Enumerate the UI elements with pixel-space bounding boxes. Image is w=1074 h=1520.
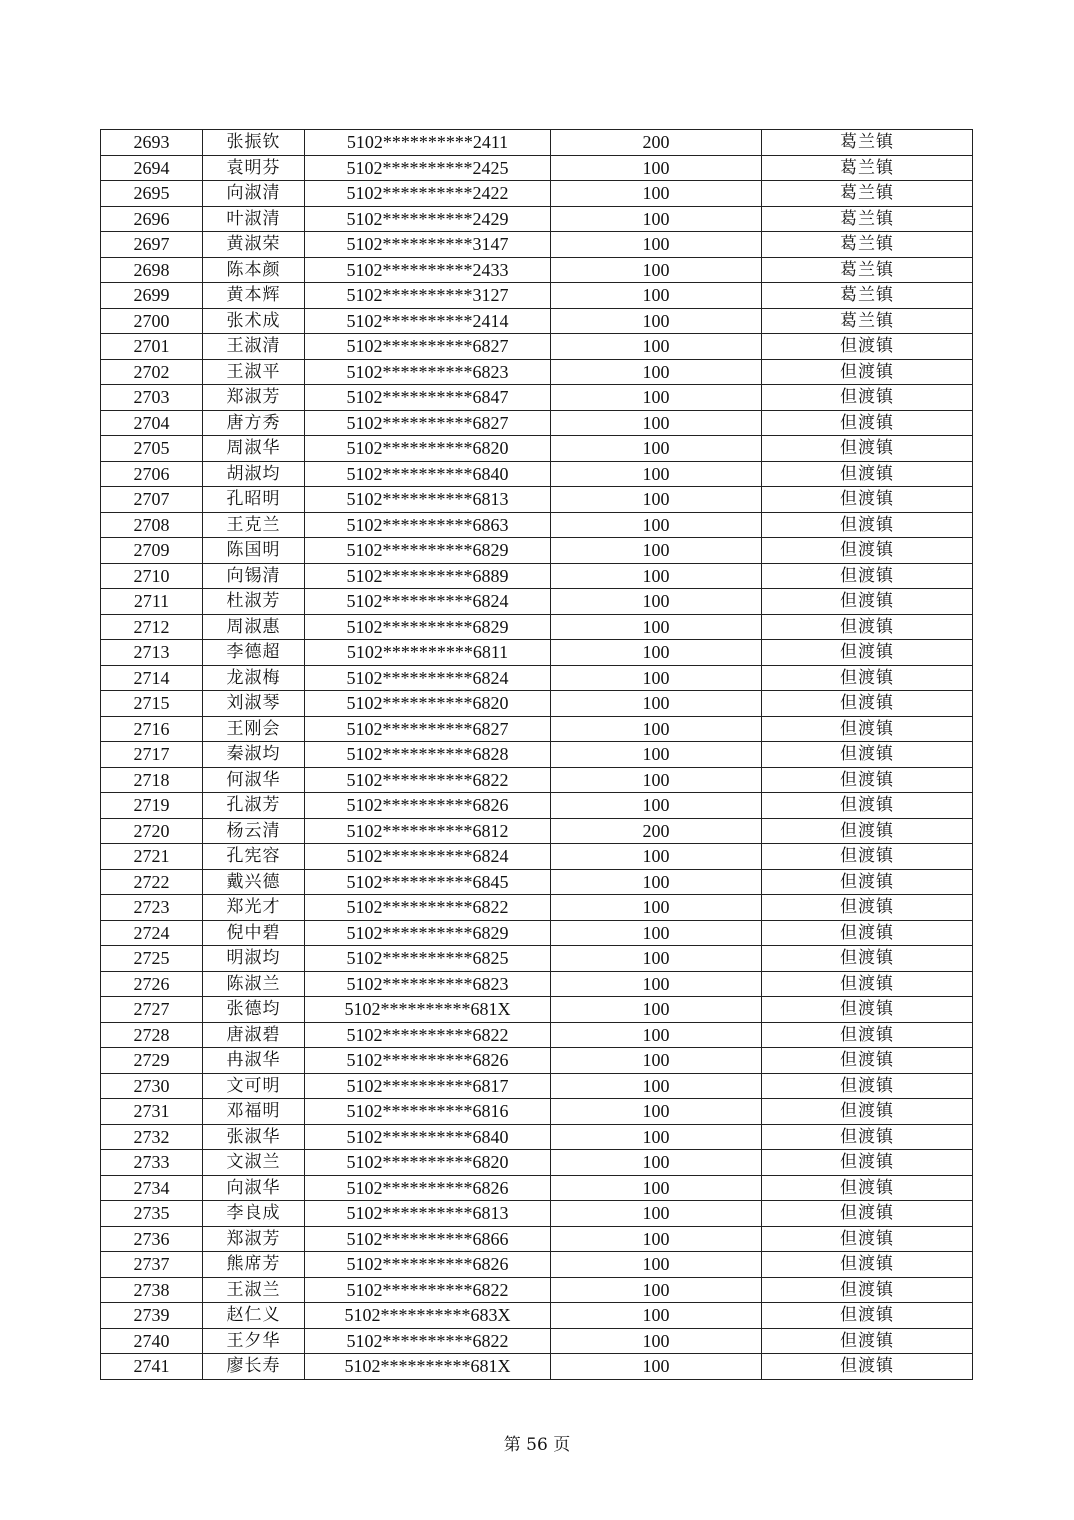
id-number-cell: 5102**********2425	[305, 155, 551, 181]
table-row	[101, 997, 973, 1023]
amount-cell: 100	[551, 869, 762, 895]
town-cell: 但渡镇	[762, 385, 973, 411]
sequence-number-cell: 2704	[101, 410, 203, 436]
amount-cell: 100	[551, 1303, 762, 1329]
record-table-body	[101, 130, 973, 1380]
name-cell: 唐方秀	[203, 410, 305, 436]
town-cell: 但渡镇	[762, 512, 973, 538]
sequence-number-cell: 2702	[101, 359, 203, 385]
town-cell: 葛兰镇	[762, 130, 973, 156]
amount-cell: 100	[551, 1022, 762, 1048]
table-row	[101, 1099, 973, 1125]
town-cell: 但渡镇	[762, 793, 973, 819]
amount-cell: 100	[551, 997, 762, 1023]
name-cell: 王淑清	[203, 334, 305, 360]
sequence-number-cell: 2729	[101, 1048, 203, 1074]
amount-cell: 100	[551, 1252, 762, 1278]
id-number-cell: 5102**********6817	[305, 1073, 551, 1099]
amount-cell: 200	[551, 818, 762, 844]
name-cell: 龙淑梅	[203, 665, 305, 691]
amount-cell: 100	[551, 742, 762, 768]
name-cell: 郑淑芳	[203, 1226, 305, 1252]
town-cell: 但渡镇	[762, 742, 973, 768]
amount-cell: 200	[551, 130, 762, 156]
table-row	[101, 308, 973, 334]
name-cell: 李良成	[203, 1201, 305, 1227]
table-row	[101, 538, 973, 564]
table-row	[101, 436, 973, 462]
sequence-number-cell: 2698	[101, 257, 203, 283]
sequence-number-cell: 2715	[101, 691, 203, 717]
id-number-cell: 5102**********683X	[305, 1303, 551, 1329]
amount-cell: 100	[551, 1124, 762, 1150]
sequence-number-cell: 2693	[101, 130, 203, 156]
name-cell: 张术成	[203, 308, 305, 334]
town-cell: 但渡镇	[762, 1277, 973, 1303]
amount-cell: 100	[551, 1048, 762, 1074]
town-cell: 但渡镇	[762, 767, 973, 793]
amount-cell: 100	[551, 640, 762, 666]
town-cell: 但渡镇	[762, 946, 973, 972]
name-cell: 熊席芳	[203, 1252, 305, 1278]
name-cell: 孔昭明	[203, 487, 305, 513]
amount-cell: 100	[551, 155, 762, 181]
amount-cell: 100	[551, 589, 762, 615]
sequence-number-cell: 2731	[101, 1099, 203, 1125]
table-row	[101, 589, 973, 615]
sequence-number-cell: 2728	[101, 1022, 203, 1048]
amount-cell: 100	[551, 1073, 762, 1099]
sequence-number-cell: 2735	[101, 1201, 203, 1227]
amount-cell: 100	[551, 487, 762, 513]
town-cell: 葛兰镇	[762, 155, 973, 181]
table-row	[101, 1048, 973, 1074]
sequence-number-cell: 2724	[101, 920, 203, 946]
table-row	[101, 334, 973, 360]
name-cell: 赵仁义	[203, 1303, 305, 1329]
amount-cell: 100	[551, 538, 762, 564]
table-row	[101, 130, 973, 156]
name-cell: 叶淑清	[203, 206, 305, 232]
amount-cell: 100	[551, 436, 762, 462]
sequence-number-cell: 2740	[101, 1328, 203, 1354]
page-number: 第 56 页	[503, 1435, 571, 1455]
record-table-container	[100, 129, 972, 1380]
amount-cell: 100	[551, 232, 762, 258]
sequence-number-cell: 2711	[101, 589, 203, 615]
table-row	[101, 920, 973, 946]
name-cell: 胡淑均	[203, 461, 305, 487]
name-cell: 向淑清	[203, 181, 305, 207]
table-row	[101, 1277, 973, 1303]
table-row	[101, 1252, 973, 1278]
table-row	[101, 1022, 973, 1048]
amount-cell: 100	[551, 1175, 762, 1201]
sequence-number-cell: 2741	[101, 1354, 203, 1380]
amount-cell: 100	[551, 895, 762, 921]
town-cell: 但渡镇	[762, 1150, 973, 1176]
sequence-number-cell: 2719	[101, 793, 203, 819]
name-cell: 刘淑琴	[203, 691, 305, 717]
id-number-cell: 5102**********6829	[305, 920, 551, 946]
id-number-cell: 5102**********6825	[305, 946, 551, 972]
table-row	[101, 512, 973, 538]
town-cell: 葛兰镇	[762, 257, 973, 283]
amount-cell: 100	[551, 359, 762, 385]
amount-cell: 100	[551, 1201, 762, 1227]
name-cell: 杨云清	[203, 818, 305, 844]
name-cell: 向锡清	[203, 563, 305, 589]
name-cell: 张德均	[203, 997, 305, 1023]
town-cell: 但渡镇	[762, 895, 973, 921]
sequence-number-cell: 2717	[101, 742, 203, 768]
table-row	[101, 844, 973, 870]
name-cell: 王淑兰	[203, 1277, 305, 1303]
name-cell: 文淑兰	[203, 1150, 305, 1176]
table-row	[101, 1124, 973, 1150]
name-cell: 倪中碧	[203, 920, 305, 946]
town-cell: 但渡镇	[762, 665, 973, 691]
id-number-cell: 5102**********6889	[305, 563, 551, 589]
amount-cell: 100	[551, 946, 762, 972]
id-number-cell: 5102**********2422	[305, 181, 551, 207]
amount-cell: 100	[551, 257, 762, 283]
table-row	[101, 410, 973, 436]
name-cell: 孔宪容	[203, 844, 305, 870]
name-cell: 郑光才	[203, 895, 305, 921]
sequence-number-cell: 2695	[101, 181, 203, 207]
sequence-number-cell: 2694	[101, 155, 203, 181]
sequence-number-cell: 2718	[101, 767, 203, 793]
sequence-number-cell: 2700	[101, 308, 203, 334]
sequence-number-cell: 2725	[101, 946, 203, 972]
id-number-cell: 5102**********2429	[305, 206, 551, 232]
sequence-number-cell: 2738	[101, 1277, 203, 1303]
id-number-cell: 5102**********6863	[305, 512, 551, 538]
id-number-cell: 5102**********681X	[305, 1354, 551, 1380]
sequence-number-cell: 2705	[101, 436, 203, 462]
amount-cell: 100	[551, 1099, 762, 1125]
table-row	[101, 869, 973, 895]
amount-cell: 100	[551, 181, 762, 207]
id-number-cell: 5102**********6840	[305, 461, 551, 487]
town-cell: 但渡镇	[762, 1022, 973, 1048]
table-row	[101, 1175, 973, 1201]
name-cell: 唐淑碧	[203, 1022, 305, 1048]
name-cell: 陈国明	[203, 538, 305, 564]
amount-cell: 100	[551, 512, 762, 538]
name-cell: 陈本颜	[203, 257, 305, 283]
table-row	[101, 385, 973, 411]
amount-cell: 100	[551, 971, 762, 997]
id-number-cell: 5102**********6820	[305, 436, 551, 462]
amount-cell: 100	[551, 334, 762, 360]
id-number-cell: 5102**********6826	[305, 793, 551, 819]
id-number-cell: 5102**********6820	[305, 1150, 551, 1176]
sequence-number-cell: 2730	[101, 1073, 203, 1099]
id-number-cell: 5102**********2411	[305, 130, 551, 156]
name-cell: 王夕华	[203, 1328, 305, 1354]
sequence-number-cell: 2701	[101, 334, 203, 360]
name-cell: 黄本辉	[203, 283, 305, 309]
sequence-number-cell: 2714	[101, 665, 203, 691]
name-cell: 周淑华	[203, 436, 305, 462]
name-cell: 孔淑芳	[203, 793, 305, 819]
amount-cell: 100	[551, 1277, 762, 1303]
id-number-cell: 5102**********6845	[305, 869, 551, 895]
town-cell: 但渡镇	[762, 818, 973, 844]
town-cell: 但渡镇	[762, 716, 973, 742]
table-row	[101, 793, 973, 819]
town-cell: 但渡镇	[762, 359, 973, 385]
table-row	[101, 155, 973, 181]
sequence-number-cell: 2727	[101, 997, 203, 1023]
id-number-cell: 5102**********6812	[305, 818, 551, 844]
id-number-cell: 5102**********3147	[305, 232, 551, 258]
id-number-cell: 5102**********6829	[305, 538, 551, 564]
town-cell: 但渡镇	[762, 410, 973, 436]
table-row	[101, 818, 973, 844]
town-cell: 但渡镇	[762, 563, 973, 589]
sequence-number-cell: 2723	[101, 895, 203, 921]
table-row	[101, 767, 973, 793]
name-cell: 袁明芬	[203, 155, 305, 181]
id-number-cell: 5102**********6840	[305, 1124, 551, 1150]
town-cell: 但渡镇	[762, 1252, 973, 1278]
amount-cell: 100	[551, 691, 762, 717]
amount-cell: 100	[551, 563, 762, 589]
table-row	[101, 691, 973, 717]
id-number-cell: 5102**********6828	[305, 742, 551, 768]
amount-cell: 100	[551, 1328, 762, 1354]
id-number-cell: 5102**********6826	[305, 1252, 551, 1278]
table-row	[101, 257, 973, 283]
table-row	[101, 665, 973, 691]
sequence-number-cell: 2699	[101, 283, 203, 309]
id-number-cell: 5102**********6824	[305, 665, 551, 691]
table-row	[101, 206, 973, 232]
table-row	[101, 614, 973, 640]
amount-cell: 100	[551, 767, 762, 793]
id-number-cell: 5102**********2414	[305, 308, 551, 334]
name-cell: 陈淑兰	[203, 971, 305, 997]
town-cell: 但渡镇	[762, 1175, 973, 1201]
town-cell: 葛兰镇	[762, 308, 973, 334]
name-cell: 王刚会	[203, 716, 305, 742]
town-cell: 但渡镇	[762, 614, 973, 640]
name-cell: 张振钦	[203, 130, 305, 156]
name-cell: 黄淑荣	[203, 232, 305, 258]
town-cell: 但渡镇	[762, 1099, 973, 1125]
table-row	[101, 895, 973, 921]
amount-cell: 100	[551, 1226, 762, 1252]
town-cell: 葛兰镇	[762, 283, 973, 309]
id-number-cell: 5102**********6822	[305, 1277, 551, 1303]
town-cell: 但渡镇	[762, 997, 973, 1023]
name-cell: 秦淑均	[203, 742, 305, 768]
sequence-number-cell: 2721	[101, 844, 203, 870]
name-cell: 周淑惠	[203, 614, 305, 640]
amount-cell: 100	[551, 410, 762, 436]
name-cell: 明淑均	[203, 946, 305, 972]
id-number-cell: 5102**********6820	[305, 691, 551, 717]
id-number-cell: 5102**********6813	[305, 1201, 551, 1227]
table-row	[101, 359, 973, 385]
id-number-cell: 5102**********6822	[305, 895, 551, 921]
name-cell: 王克兰	[203, 512, 305, 538]
id-number-cell: 5102**********6822	[305, 1328, 551, 1354]
table-row	[101, 283, 973, 309]
id-number-cell: 5102**********6823	[305, 359, 551, 385]
sequence-number-cell: 2706	[101, 461, 203, 487]
sequence-number-cell: 2713	[101, 640, 203, 666]
table-row	[101, 1150, 973, 1176]
town-cell: 葛兰镇	[762, 232, 973, 258]
table-row	[101, 461, 973, 487]
town-cell: 但渡镇	[762, 1226, 973, 1252]
town-cell: 但渡镇	[762, 971, 973, 997]
amount-cell: 100	[551, 308, 762, 334]
table-row	[101, 1354, 973, 1380]
town-cell: 葛兰镇	[762, 181, 973, 207]
sequence-number-cell: 2734	[101, 1175, 203, 1201]
table-row	[101, 946, 973, 972]
id-number-cell: 5102**********6826	[305, 1175, 551, 1201]
id-number-cell: 5102**********6823	[305, 971, 551, 997]
sequence-number-cell: 2733	[101, 1150, 203, 1176]
table-row	[101, 1328, 973, 1354]
id-number-cell: 5102**********6827	[305, 410, 551, 436]
id-number-cell: 5102**********2433	[305, 257, 551, 283]
name-cell: 郑淑芳	[203, 385, 305, 411]
id-number-cell: 5102**********6866	[305, 1226, 551, 1252]
amount-cell: 100	[551, 385, 762, 411]
sequence-number-cell: 2709	[101, 538, 203, 564]
town-cell: 但渡镇	[762, 1354, 973, 1380]
sequence-number-cell: 2737	[101, 1252, 203, 1278]
amount-cell: 100	[551, 1150, 762, 1176]
name-cell: 杜淑芳	[203, 589, 305, 615]
sequence-number-cell: 2697	[101, 232, 203, 258]
sequence-number-cell: 2703	[101, 385, 203, 411]
table-row	[101, 1303, 973, 1329]
town-cell: 但渡镇	[762, 538, 973, 564]
name-cell: 廖长寿	[203, 1354, 305, 1380]
name-cell: 邓福明	[203, 1099, 305, 1125]
table-row	[101, 1073, 973, 1099]
sequence-number-cell: 2707	[101, 487, 203, 513]
id-number-cell: 5102**********6826	[305, 1048, 551, 1074]
id-number-cell: 5102**********681X	[305, 997, 551, 1023]
sequence-number-cell: 2712	[101, 614, 203, 640]
name-cell: 何淑华	[203, 767, 305, 793]
town-cell: 但渡镇	[762, 334, 973, 360]
table-row	[101, 716, 973, 742]
amount-cell: 100	[551, 793, 762, 819]
town-cell: 但渡镇	[762, 1201, 973, 1227]
id-number-cell: 5102**********6811	[305, 640, 551, 666]
name-cell: 李德超	[203, 640, 305, 666]
amount-cell: 100	[551, 206, 762, 232]
id-number-cell: 5102**********3127	[305, 283, 551, 309]
id-number-cell: 5102**********6822	[305, 1022, 551, 1048]
id-number-cell: 5102**********6827	[305, 334, 551, 360]
sequence-number-cell: 2726	[101, 971, 203, 997]
town-cell: 葛兰镇	[762, 206, 973, 232]
name-cell: 向淑华	[203, 1175, 305, 1201]
town-cell: 但渡镇	[762, 436, 973, 462]
id-number-cell: 5102**********6813	[305, 487, 551, 513]
sequence-number-cell: 2739	[101, 1303, 203, 1329]
table-row	[101, 487, 973, 513]
amount-cell: 100	[551, 461, 762, 487]
table-row	[101, 232, 973, 258]
amount-cell: 100	[551, 1354, 762, 1380]
amount-cell: 100	[551, 716, 762, 742]
amount-cell: 100	[551, 283, 762, 309]
town-cell: 但渡镇	[762, 1124, 973, 1150]
id-number-cell: 5102**********6824	[305, 589, 551, 615]
table-row	[101, 971, 973, 997]
table-row	[101, 640, 973, 666]
table-row	[101, 1226, 973, 1252]
id-number-cell: 5102**********6824	[305, 844, 551, 870]
amount-cell: 100	[551, 920, 762, 946]
sequence-number-cell: 2708	[101, 512, 203, 538]
amount-cell: 100	[551, 614, 762, 640]
name-cell: 文可明	[203, 1073, 305, 1099]
name-cell: 戴兴德	[203, 869, 305, 895]
town-cell: 但渡镇	[762, 869, 973, 895]
town-cell: 但渡镇	[762, 461, 973, 487]
town-cell: 但渡镇	[762, 1328, 973, 1354]
town-cell: 但渡镇	[762, 589, 973, 615]
amount-cell: 100	[551, 844, 762, 870]
town-cell: 但渡镇	[762, 640, 973, 666]
table-row	[101, 563, 973, 589]
town-cell: 但渡镇	[762, 1303, 973, 1329]
name-cell: 冉淑华	[203, 1048, 305, 1074]
id-number-cell: 5102**********6847	[305, 385, 551, 411]
id-number-cell: 5102**********6822	[305, 767, 551, 793]
table-row	[101, 742, 973, 768]
id-number-cell: 5102**********6816	[305, 1099, 551, 1125]
town-cell: 但渡镇	[762, 691, 973, 717]
amount-cell: 100	[551, 665, 762, 691]
sequence-number-cell: 2736	[101, 1226, 203, 1252]
sequence-number-cell: 2696	[101, 206, 203, 232]
town-cell: 但渡镇	[762, 920, 973, 946]
sequence-number-cell: 2722	[101, 869, 203, 895]
sequence-number-cell: 2720	[101, 818, 203, 844]
table-row	[101, 1201, 973, 1227]
town-cell: 但渡镇	[762, 487, 973, 513]
town-cell: 但渡镇	[762, 1048, 973, 1074]
sequence-number-cell: 2716	[101, 716, 203, 742]
town-cell: 但渡镇	[762, 844, 973, 870]
table-row	[101, 181, 973, 207]
name-cell: 王淑平	[203, 359, 305, 385]
sequence-number-cell: 2732	[101, 1124, 203, 1150]
id-number-cell: 5102**********6827	[305, 716, 551, 742]
sequence-number-cell: 2710	[101, 563, 203, 589]
name-cell: 张淑华	[203, 1124, 305, 1150]
town-cell: 但渡镇	[762, 1073, 973, 1099]
id-number-cell: 5102**********6829	[305, 614, 551, 640]
record-table	[100, 129, 973, 1380]
